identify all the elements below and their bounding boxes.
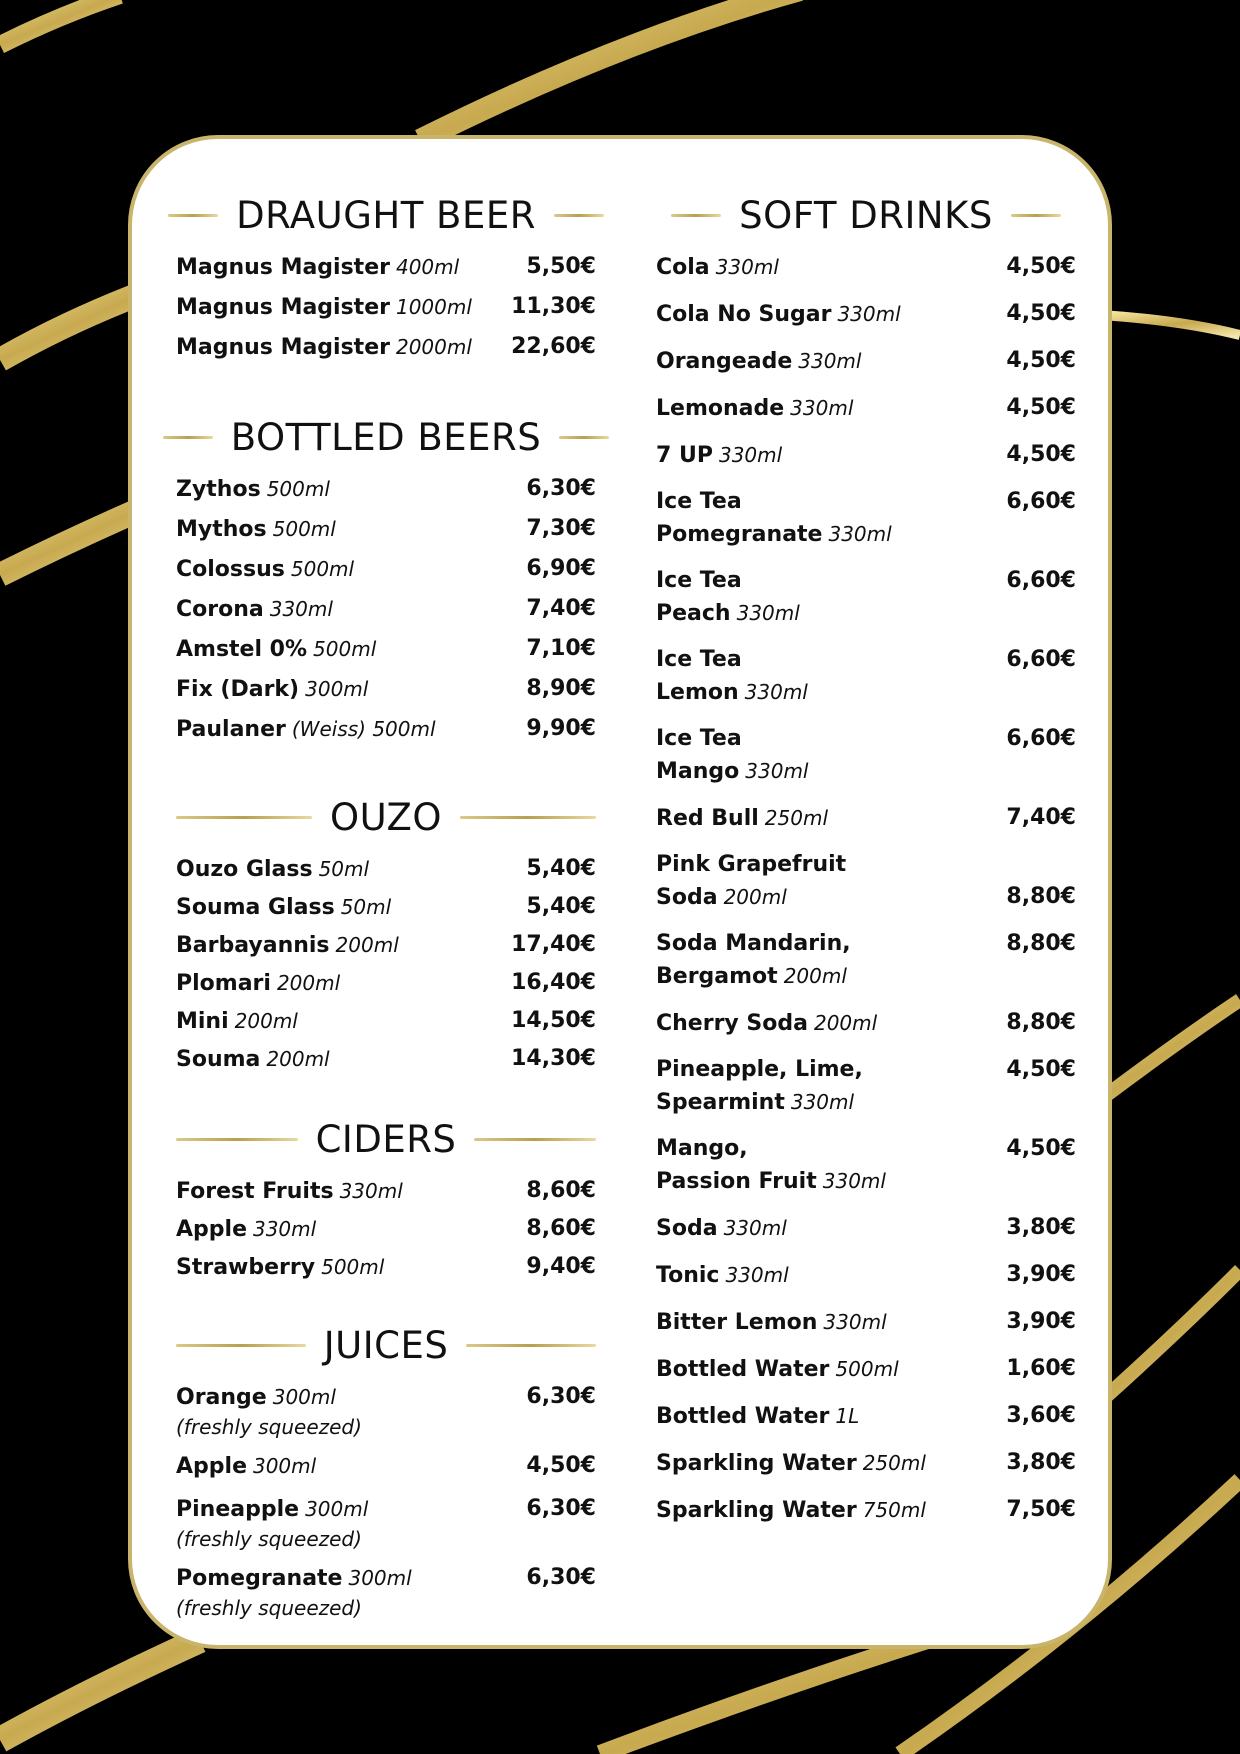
menu-item <box>656 802 1076 835</box>
item-size: 300ml <box>272 1385 336 1409</box>
menu-item <box>656 298 1076 331</box>
item-name-wrap <box>176 1213 512 1246</box>
item-size: (Weiss) 500ml <box>291 717 436 741</box>
item-name-wrap <box>176 1043 511 1076</box>
item-name-wrap <box>656 1447 992 1480</box>
section-ouzo <box>176 787 596 1081</box>
item-name-line2: Soda <box>656 885 718 910</box>
item-size: 200ml <box>813 1011 878 1035</box>
item-price: 5,40€ <box>526 856 596 881</box>
menu-item <box>656 644 1076 709</box>
item-size: 330ml <box>744 680 808 704</box>
section-heading <box>176 1109 596 1169</box>
item-size: 500ml <box>313 637 377 661</box>
item-name-wrap <box>656 1353 992 1386</box>
item-name: Colossus <box>176 557 285 582</box>
item-price: 9,90€ <box>526 716 596 741</box>
heading-rule-right <box>460 816 596 819</box>
menu-item <box>176 1251 596 1284</box>
item-name: Apple <box>176 1454 247 1479</box>
menu-item <box>176 593 596 626</box>
item-price: 6,60€ <box>1006 489 1076 514</box>
item-price: 4,50€ <box>1006 254 1076 279</box>
item-name: Barbayannis <box>176 933 330 958</box>
item-name-wrap <box>176 853 512 886</box>
section-draught-beer <box>176 185 596 371</box>
item-name-line2-wrap <box>656 1086 992 1119</box>
item-size: 500ml <box>321 1255 385 1279</box>
item-price: 4,50€ <box>1006 395 1076 420</box>
item-name: Paulaner <box>176 717 286 742</box>
item-name: Sparkling Water <box>656 1498 857 1523</box>
menu-item <box>656 1054 1076 1119</box>
item-name-wrap <box>656 1212 992 1245</box>
item-size: 1000ml <box>395 295 472 319</box>
item-size: 200ml <box>266 1047 330 1071</box>
item-name-wrap <box>176 929 511 962</box>
item-name: Orangeade <box>656 349 793 374</box>
item-price: 6,30€ <box>526 1384 596 1409</box>
item-list <box>176 1175 596 1284</box>
heading-rule-left <box>671 214 721 217</box>
item-name-wrap <box>656 1054 992 1119</box>
item-size: 330ml <box>339 1179 403 1203</box>
item-size: 330ml <box>822 1169 886 1193</box>
item-name: Magnus Magister <box>176 335 390 360</box>
item-name-wrap <box>656 928 992 993</box>
item-size: 330ml <box>790 396 854 420</box>
item-name-wrap <box>656 802 992 835</box>
item-price: 3,90€ <box>1006 1262 1076 1287</box>
item-name-line2-wrap <box>656 960 992 993</box>
menu-item <box>176 553 596 586</box>
item-size: 400ml <box>395 255 460 279</box>
item-name-wrap <box>656 392 992 425</box>
menu-item <box>176 713 596 746</box>
item-name: Tonic <box>656 1263 720 1288</box>
item-name: Cola No Sugar <box>656 302 832 327</box>
item-size: 200ml <box>234 1009 298 1033</box>
item-price: 4,50€ <box>526 1453 596 1478</box>
item-price: 14,50€ <box>511 1008 596 1033</box>
item-name-wrap <box>656 1494 992 1527</box>
item-name-wrap <box>176 891 512 924</box>
item-size: 750ml <box>862 1498 926 1522</box>
item-name: Lemonade <box>656 396 785 421</box>
item-name-line2: Lemon <box>656 680 739 705</box>
item-name: Cola <box>656 255 710 280</box>
item-name: Magnus Magister <box>176 295 390 320</box>
item-size: 330ml <box>837 302 901 326</box>
item-name-wrap <box>176 251 512 284</box>
item-name: Sparkling Water <box>656 1451 857 1476</box>
item-price: 8,60€ <box>526 1178 596 1203</box>
menu-item <box>656 486 1076 551</box>
item-price: 3,90€ <box>1006 1309 1076 1334</box>
menu-item <box>656 251 1076 284</box>
section-title: DRAUGHT BEER <box>236 193 536 237</box>
item-size: 300ml <box>305 677 369 701</box>
item-name-wrap <box>176 553 512 586</box>
item-price: 16,40€ <box>511 970 596 995</box>
section-ciders <box>176 1109 596 1289</box>
item-name: Apple <box>176 1217 247 1242</box>
item-name-line1: Pink Grapefruit <box>656 852 847 877</box>
section-title: OUZO <box>329 795 443 839</box>
item-price: 6,30€ <box>526 1496 596 1521</box>
item-size: 300ml <box>305 1497 369 1521</box>
item-name-line1: Ice Tea <box>656 726 742 751</box>
item-price: 8,80€ <box>1006 884 1076 909</box>
item-name-wrap <box>656 1400 992 1433</box>
item-price: 6,30€ <box>526 1565 596 1590</box>
item-name: Bottled Water <box>656 1357 830 1382</box>
item-name-wrap <box>176 713 512 746</box>
item-name: Souma Glass <box>176 895 335 920</box>
item-price: 1,60€ <box>1006 1356 1076 1381</box>
menu-item <box>656 1447 1076 1480</box>
item-size: 500ml <box>835 1357 899 1381</box>
item-name: Mythos <box>176 517 267 542</box>
menu-item <box>176 331 596 364</box>
menu-item <box>176 251 596 284</box>
menu-item <box>656 928 1076 993</box>
item-name-wrap <box>176 513 512 546</box>
menu-item <box>656 565 1076 630</box>
menu-item <box>176 1493 596 1552</box>
item-size: 500ml <box>290 557 355 581</box>
menu-item <box>176 929 596 962</box>
heading-rule-right <box>554 214 604 217</box>
item-size: 250ml <box>862 1451 926 1475</box>
item-name: Soda <box>656 1216 718 1241</box>
item-price: 7,10€ <box>526 636 596 661</box>
heading-rule-left <box>168 214 218 217</box>
heading-rule-left <box>176 816 312 819</box>
item-size: 330ml <box>828 522 892 546</box>
item-price: 7,40€ <box>1006 805 1076 830</box>
item-size: 330ml <box>736 601 800 625</box>
item-price: 4,50€ <box>1006 301 1076 326</box>
menu-item <box>176 1562 596 1621</box>
item-size: 330ml <box>745 759 809 783</box>
item-name-wrap <box>656 1306 992 1339</box>
item-price: 7,50€ <box>1006 1497 1076 1522</box>
menu-item <box>176 1213 596 1246</box>
item-name-wrap <box>176 1251 512 1284</box>
item-price: 4,50€ <box>1006 442 1076 467</box>
item-name-line2-wrap <box>656 881 992 914</box>
item-price: 5,40€ <box>526 894 596 919</box>
menu-item <box>656 1259 1076 1292</box>
item-name: Amstel 0% <box>176 637 308 662</box>
item-size: 300ml <box>348 1566 412 1590</box>
item-name-wrap <box>656 1133 992 1198</box>
item-name-wrap <box>656 345 992 378</box>
menu-item <box>176 1450 596 1483</box>
item-name-wrap <box>176 473 512 506</box>
item-price: 6,90€ <box>526 556 596 581</box>
item-price: 11,30€ <box>511 294 596 319</box>
item-size: 330ml <box>823 1310 887 1334</box>
section-heading <box>176 787 596 847</box>
item-name-wrap <box>176 593 512 626</box>
heading-rule-right <box>466 1344 596 1347</box>
item-name-line1: Soda Mandarin, <box>656 931 851 956</box>
item-price: 3,80€ <box>1006 1215 1076 1240</box>
item-name: Ouzo Glass <box>176 857 313 882</box>
item-size: 200ml <box>723 885 787 909</box>
menu-item <box>176 1043 596 1076</box>
menu-item <box>656 1212 1076 1245</box>
menu-item <box>176 1381 596 1440</box>
menu-item <box>656 1494 1076 1527</box>
item-name-wrap <box>656 298 992 331</box>
menu-item <box>656 1133 1076 1198</box>
item-name: Souma <box>176 1047 261 1072</box>
item-name-line1: Pineapple, Lime, <box>656 1057 863 1082</box>
item-price: 8,80€ <box>1006 1010 1076 1035</box>
item-name: Strawberry <box>176 1255 316 1280</box>
item-name-line1: Ice Tea <box>656 568 742 593</box>
item-name-line2: Passion Fruit <box>656 1169 817 1194</box>
item-name-wrap <box>656 1007 992 1040</box>
item-list <box>176 1381 596 1621</box>
item-name-line2-wrap <box>656 1165 992 1198</box>
item-name: Bottled Water <box>656 1404 830 1429</box>
menu-item <box>656 1353 1076 1386</box>
section-juices <box>176 1315 596 1631</box>
item-name-wrap <box>656 644 992 709</box>
item-name-wrap <box>176 1005 511 1038</box>
item-name-wrap <box>176 967 511 1000</box>
menu-item <box>656 345 1076 378</box>
item-size: 500ml <box>266 477 330 501</box>
item-name-line1: Ice Tea <box>656 489 742 514</box>
item-price: 4,50€ <box>1006 348 1076 373</box>
item-price: 7,30€ <box>526 516 596 541</box>
item-name-wrap <box>176 1562 512 1621</box>
item-name-wrap <box>176 633 512 666</box>
item-name: Magnus Magister <box>176 255 390 280</box>
item-name: Mini <box>176 1009 229 1034</box>
item-name: Pineapple <box>176 1497 300 1522</box>
menu-item <box>656 1400 1076 1433</box>
item-name: Pomegranate <box>176 1566 343 1591</box>
item-size: 330ml <box>715 255 779 279</box>
item-name-line1: Ice Tea <box>656 647 742 672</box>
item-price: 6,30€ <box>526 476 596 501</box>
item-note: (freshly squeezed) <box>176 1596 362 1620</box>
item-name-line2: Pomegranate <box>656 522 823 547</box>
menu-item <box>656 1306 1076 1339</box>
item-name: Orange <box>176 1385 267 1410</box>
item-price: 8,80€ <box>1006 931 1076 956</box>
item-size: 330ml <box>798 349 862 373</box>
item-list <box>176 473 596 746</box>
item-name: Corona <box>176 597 264 622</box>
item-size: 200ml <box>335 933 399 957</box>
menu-item <box>176 891 596 924</box>
section-heading <box>176 185 596 245</box>
heading-rule-left <box>176 1344 306 1347</box>
menu-item <box>656 849 1076 914</box>
heading-rule-left <box>163 436 213 439</box>
menu-item <box>656 439 1076 472</box>
item-name-line2: Bergamot <box>656 964 778 989</box>
item-note: (freshly squeezed) <box>176 1527 362 1551</box>
section-heading <box>176 1315 596 1375</box>
item-size: 1L <box>835 1404 860 1428</box>
heading-rule-right <box>1011 214 1061 217</box>
item-size: 330ml <box>718 443 783 467</box>
item-price: 3,80€ <box>1006 1450 1076 1475</box>
item-name-wrap <box>176 1493 512 1552</box>
section-title: BOTTLED BEERS <box>230 415 542 459</box>
item-name-line2-wrap <box>656 518 992 551</box>
item-size: 330ml <box>790 1090 855 1114</box>
menu-card <box>128 135 1112 1649</box>
item-name: 7 UP <box>656 443 713 468</box>
menu-item <box>176 1175 596 1208</box>
item-name-line2-wrap <box>656 755 992 788</box>
item-list <box>176 251 596 364</box>
item-size: 200ml <box>783 964 847 988</box>
item-name-wrap <box>656 565 992 630</box>
item-size: 500ml <box>272 517 336 541</box>
section-title: JUICES <box>323 1323 449 1367</box>
item-name: Cherry Soda <box>656 1011 808 1036</box>
menu-item <box>656 723 1076 788</box>
item-size: 300ml <box>252 1454 317 1478</box>
section-bottled-beers <box>176 407 596 753</box>
menu-item <box>176 673 596 706</box>
section-heading <box>176 407 596 467</box>
item-size: 50ml <box>318 857 370 881</box>
item-size: 330ml <box>725 1263 789 1287</box>
menu-item <box>176 1005 596 1038</box>
heading-rule-right <box>474 1138 596 1141</box>
item-size: 250ml <box>764 806 828 830</box>
menu-item <box>176 967 596 1000</box>
menu-item <box>176 291 596 324</box>
item-name: Bitter Lemon <box>656 1310 818 1335</box>
item-price: 6,60€ <box>1006 726 1076 751</box>
item-name-wrap <box>656 723 992 788</box>
item-price: 17,40€ <box>511 932 596 957</box>
item-name-wrap <box>176 673 512 706</box>
item-price: 22,60€ <box>511 334 596 359</box>
item-name-wrap <box>656 849 992 914</box>
item-name-wrap <box>656 251 992 284</box>
item-price: 4,50€ <box>1006 1136 1076 1161</box>
menu-item <box>656 1007 1076 1040</box>
item-size: 2000ml <box>395 335 472 359</box>
item-name-line1: Mango, <box>656 1136 748 1161</box>
item-price: 3,60€ <box>1006 1403 1076 1428</box>
menu-item <box>176 853 596 886</box>
item-price: 9,40€ <box>526 1254 596 1279</box>
section-soft-drinks <box>656 185 1076 1541</box>
heading-rule-right <box>559 436 609 439</box>
menu-item <box>176 473 596 506</box>
item-note: (freshly squeezed) <box>176 1415 362 1439</box>
item-name-wrap <box>656 486 992 551</box>
item-size: 200ml <box>276 971 341 995</box>
item-name-wrap <box>656 1259 992 1292</box>
item-list <box>656 251 1076 1527</box>
item-name-line2-wrap <box>656 597 992 630</box>
section-heading <box>656 185 1076 245</box>
item-name: Plomari <box>176 971 271 996</box>
item-name-wrap <box>176 1381 512 1440</box>
item-name: Zythos <box>176 477 261 502</box>
heading-rule-left <box>176 1138 298 1141</box>
item-price: 7,40€ <box>526 596 596 621</box>
item-size: 330ml <box>723 1216 787 1240</box>
section-title: SOFT DRINKS <box>739 193 993 237</box>
item-name-line2: Spearmint <box>656 1090 785 1115</box>
item-size: 50ml <box>340 895 392 919</box>
item-price: 4,50€ <box>1006 1057 1076 1082</box>
item-name-line2: Mango <box>656 759 740 784</box>
item-name: Red Bull <box>656 806 759 831</box>
item-name-wrap <box>176 331 511 364</box>
item-list <box>176 853 596 1076</box>
item-name-line2: Peach <box>656 601 731 626</box>
item-name-wrap <box>656 439 992 472</box>
item-size: 330ml <box>252 1217 317 1241</box>
item-name-wrap <box>176 1450 512 1483</box>
menu-item <box>176 513 596 546</box>
item-name-wrap <box>176 1175 512 1208</box>
item-name: Fix (Dark) <box>176 677 300 702</box>
item-price: 8,60€ <box>526 1216 596 1241</box>
item-name: Forest Fruits <box>176 1179 334 1204</box>
section-title: CIDERS <box>315 1117 457 1161</box>
menu-item <box>656 392 1076 425</box>
item-price: 6,60€ <box>1006 647 1076 672</box>
item-size: 330ml <box>269 597 333 621</box>
menu-item <box>176 633 596 666</box>
item-name-line2-wrap <box>656 676 992 709</box>
item-price: 14,30€ <box>511 1046 596 1071</box>
item-price: 5,50€ <box>526 254 596 279</box>
item-price: 8,90€ <box>526 676 596 701</box>
item-price: 6,60€ <box>1006 568 1076 593</box>
item-name-wrap <box>176 291 511 324</box>
